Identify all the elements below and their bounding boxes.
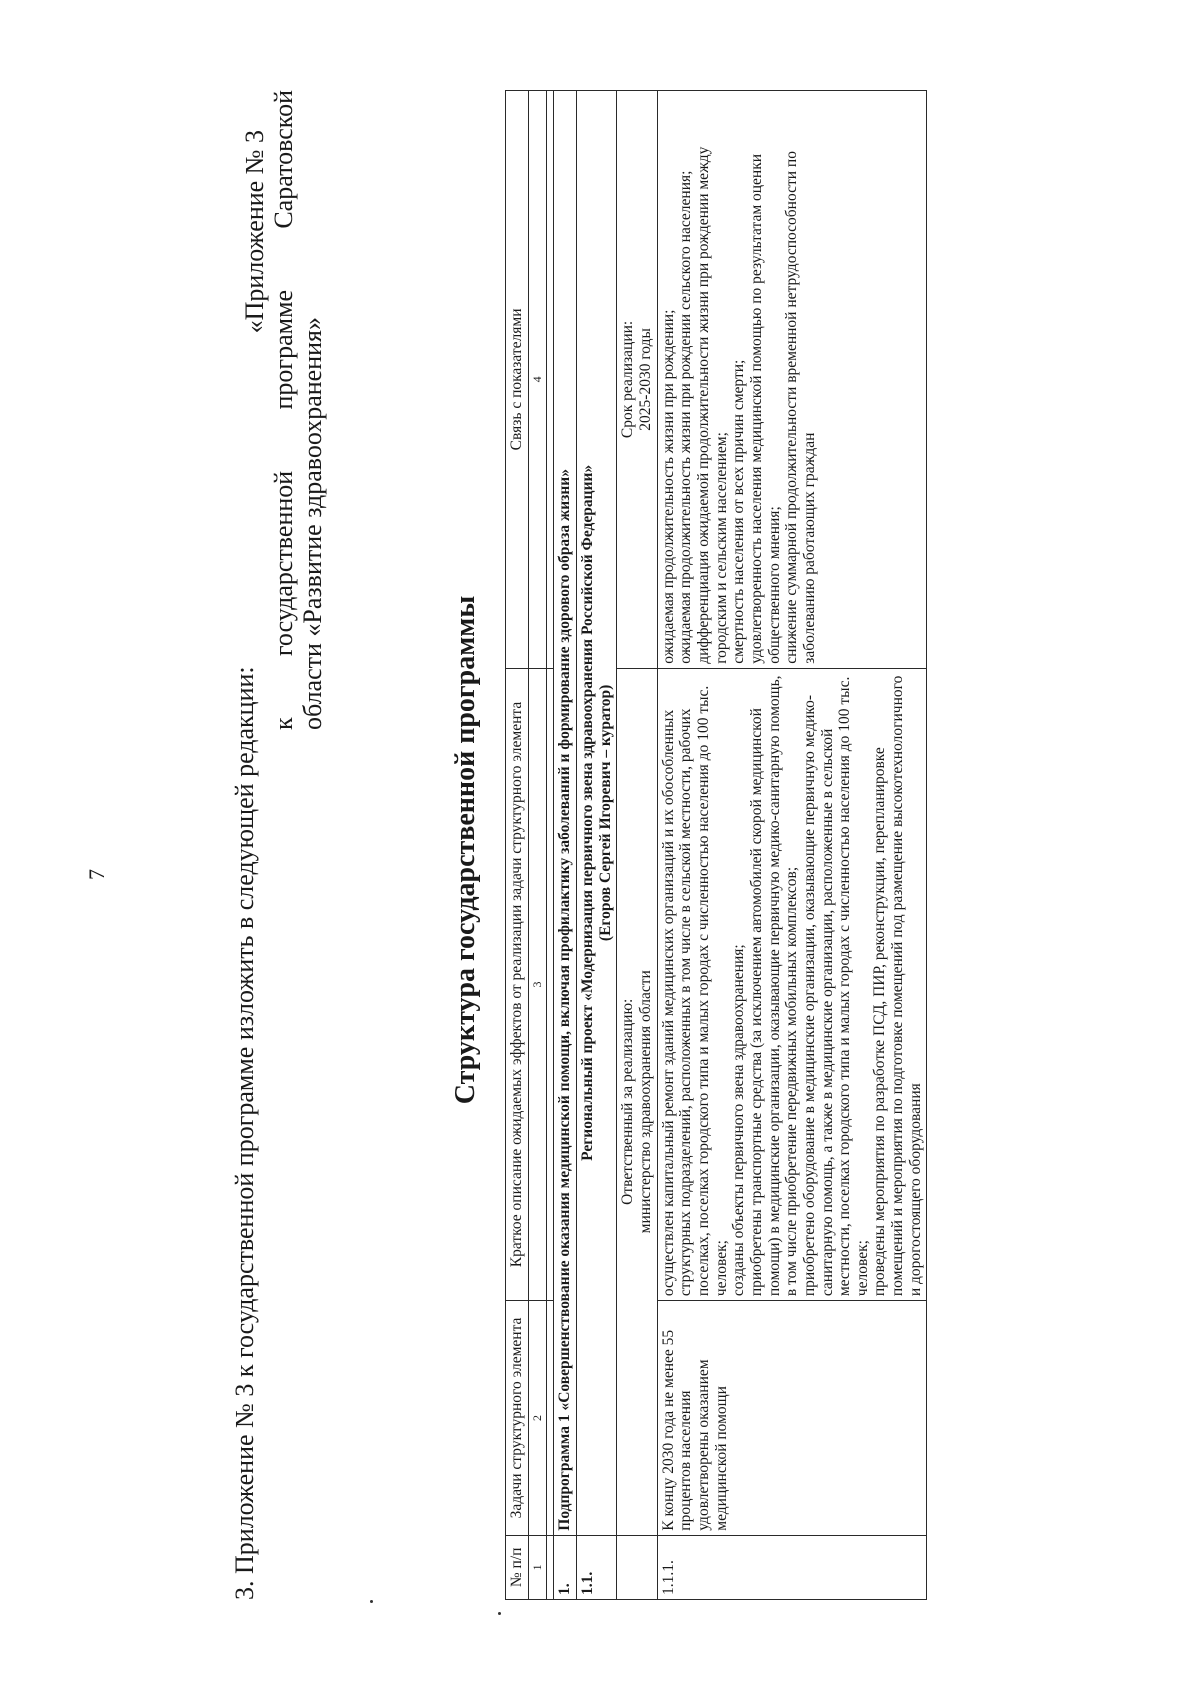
annex-line-3: области «Развитие здравоохранения» <box>298 317 328 730</box>
column-number: 3 <box>528 668 547 1300</box>
indicator-item: ожидаемая продолжительность жизни при рождении сельского населения; <box>677 170 695 664</box>
responsible-label: Ответственный за реализацию: <box>619 998 637 1205</box>
indicator-item: ожидаемая продолжительность жизни при рождении; <box>659 309 677 664</box>
effect-item: приобретено оборудование в медицинские организации, оказывающие первичную медико-санитарную помощь, а также в медицинские организации, расположенные в сельской местности, поселках городского типа и малых городах с численностью населения до 100 тыс. человек; <box>800 676 871 1297</box>
annex-heading <box>240 90 327 730</box>
subprogram-row <box>554 91 577 1600</box>
term-cell <box>617 91 657 669</box>
subprogram-title: Подпрограмма 1 «Совершенствование оказания медицинской помощи, включая профилактику заболеваний и формирование здорового образа жизни» <box>554 91 577 1536</box>
column-number: 1 <box>528 1535 547 1599</box>
indicator-item: смертность населения от всех причин смерти; <box>730 359 748 664</box>
subprogram-num: 1. <box>554 1535 577 1599</box>
rotated-sheet <box>70 60 1110 1640</box>
project-curator: (Егоров Сергей Игоревич – куратор) <box>596 684 614 942</box>
empty-cell <box>617 1535 657 1599</box>
column-number: 2 <box>528 1301 547 1536</box>
effect-item: приобретены транспортные средства (за исключением автомобилей скорой медицинской помощи) в медицинские организации, оказывающие первичную медико-санитарную помощь, в том числе приобретение передвижных мобильных комплексов; <box>747 675 801 1297</box>
task-row <box>657 91 927 1600</box>
header-tasks: Задачи структурного элемента <box>506 1301 529 1536</box>
scan-speck <box>370 1600 373 1603</box>
column-number-row <box>528 91 547 1600</box>
responsible-row <box>617 91 657 1600</box>
term-label: Срок реализации: <box>619 320 637 439</box>
task-effects <box>657 668 927 1300</box>
task-indicators <box>657 91 927 669</box>
page-number: 7 <box>84 869 109 880</box>
annex-line-2: к государственной программе Саратовской <box>269 90 299 730</box>
indicator-item: дифференциация ожидаемой продолжительности жизни при рождении между городским и сельским населением; <box>694 146 730 664</box>
scan-speck <box>498 1612 501 1615</box>
responsible-cell <box>617 668 657 1535</box>
project-row <box>576 91 616 1600</box>
effect-item: созданы объекты первичного звена здравоохранения; <box>730 944 748 1297</box>
spacer-row <box>547 91 554 1600</box>
effect-item: осуществлен капитальный ремонт зданий медицинских организаций и их обособленных структурных подразделений, расположенных в том числе в сельской местности, рабочих поселках, поселках городского типа и малых городах с численностью населения до 100 тыс. человек; <box>659 685 730 1297</box>
header-effects: Краткое описание ожидаемых эффектов от реализации задачи структурного элемента <box>506 668 529 1300</box>
indicator-item: снижение суммарной продолжительности временной нетрудоспособности по заболеванию работающих граждан <box>783 151 818 664</box>
structure-table <box>505 90 927 1600</box>
task-description: К концу 2030 года не менее 55 процентов населения удовлетворены оказанием медицинской помощи <box>657 1301 927 1536</box>
structure-title: Структура государственной программы <box>450 595 481 1105</box>
intro-paragraph: 3. Приложение № 3 к государственной программе изложить в следующей редакции: <box>230 666 259 1600</box>
header-num: № п/п <box>506 1535 529 1599</box>
column-number: 4 <box>528 91 547 669</box>
table-header-row <box>506 91 529 1600</box>
header-indicators: Связь с показателями <box>506 91 529 669</box>
project-title <box>576 91 616 1536</box>
indicator-item: удовлетворенность населения медицинской помощью по результатам оценки общественного мнения; <box>747 153 783 664</box>
project-num: 1.1. <box>576 1535 616 1599</box>
responsible-value: министерство здравоохранения области <box>636 970 654 1234</box>
task-num: 1.1.1. <box>657 1535 927 1599</box>
effect-item: проведены мероприятия по разработке ПСД, ПИР, реконструкции, перепланировке помещений и мероприятия по подготовке помещений под размещение высокотехнологичного и дорогостоящего оборудования <box>871 675 924 1297</box>
term-value: 2025-2030 годы <box>636 328 654 431</box>
project-title-line-1: Региональный проект «Модернизация первичного звена здравоохранения Российской Федерации» <box>578 464 596 1161</box>
annex-line-1: «Приложение № 3 <box>240 130 269 334</box>
